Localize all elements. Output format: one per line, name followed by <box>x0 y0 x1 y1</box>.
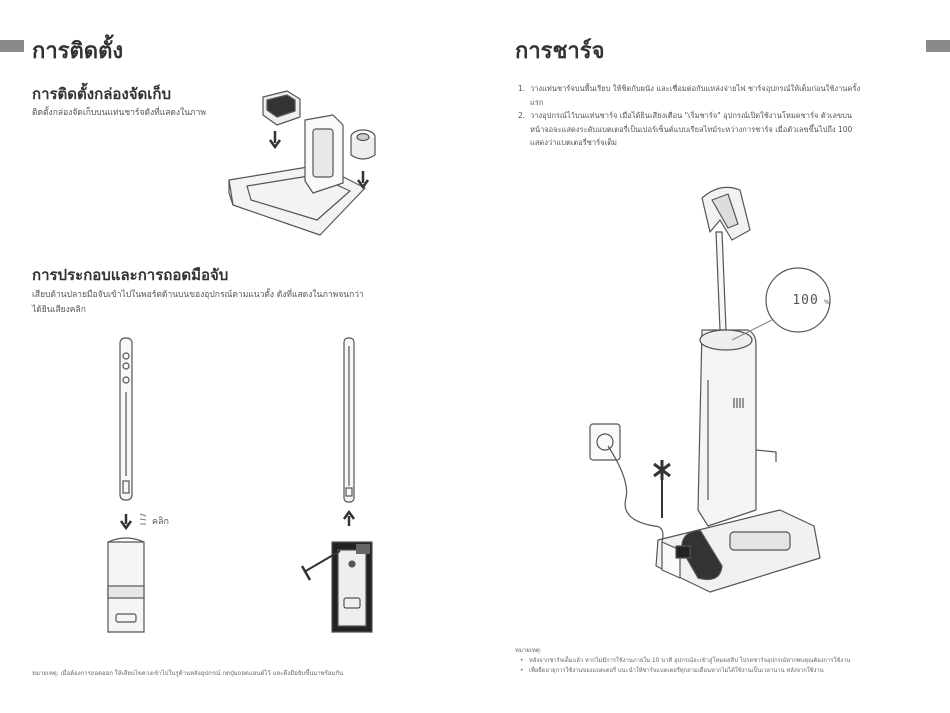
handle-insert-illustration <box>104 336 184 636</box>
handle-remove-illustration <box>300 336 390 636</box>
section-body-handle: เสียบด้านปลายมือจับเข้าไปในพอร์ตด้านบนของอุปกรณ์ตามแนวตั้ง ดังที่แสดงในภาพจนกว่าได้ยินเสียงคลิก <box>32 290 364 315</box>
step-number: 1. <box>518 84 526 93</box>
notes-list <box>515 656 850 676</box>
section-body-storage-box: ติดตั้งกล่องจัดเก็บบนแท่นชาร์จดังที่แสดงในภาพ <box>32 108 207 118</box>
battery-display <box>776 289 846 308</box>
note-item: • เพื่อยืดอายุการใช้งานของแบตเตอรี่ แนะนำให้ชาร์จแบตเตอรี่ทุกสามเดือนหากไม่ได้ใช้งานเป็นเวลานาน หลังจากใช้งาน <box>515 666 850 676</box>
click-label: คลิก <box>152 517 169 527</box>
page-title-charging: การชาร์จ <box>515 39 605 64</box>
page-tab-marker-right <box>926 40 950 52</box>
section-heading-storage-box: การติดตั้งกล่องจัดเก็บ <box>32 85 171 103</box>
charging-step <box>518 109 863 150</box>
charging-illustration <box>580 180 870 620</box>
page-tab-marker-left <box>0 40 24 52</box>
step-text: วางอุปกรณ์ไว้บนแท่นชาร์จ เมื่อได้ยินเสียงเตือน "เริ่มชาร์จ" อุปกรณ์เปิดใช้งานโหมดชาร์จ ตัวเลขบนหน้าจอจะแสดงระดับแบตเตอรี่เป็นเปอร์เซ็นต์แบบเรียลไทม์ระหว่างการชาร์จ เมื่อตัวเลขขึ้นไปถึง 100 แสดงว่าแบตเตอรี่ชาร์จเต็ม <box>530 111 853 147</box>
step-number: 2. <box>518 111 526 120</box>
section-heading-handle: การประกอบและการถอดมือจับ <box>32 266 229 284</box>
step-text: วางแท่นชาร์จบนพื้นเรียบ ให้ชิดกับผนัง และเชื่อมต่อกับแหล่งจ่ายไฟ ชาร์จอุปกรณ์ให้เต็มก่อนใช้งานครั้งแรก <box>530 84 861 107</box>
storage-box-illustration <box>225 85 375 240</box>
charging-steps-list <box>518 82 863 150</box>
footnote-handle-removal: หมายเหตุ: เมื่อต้องการถอดออก ให้เสียบไขควงเข้าไปในรูด้านหลังอุปกรณ์ กดปุ่มถอดแฮนด์ไว้ และดึงมือจับขึ้นมาพร้อมกัน <box>32 670 344 677</box>
page-title-installation: การติดตั้ง <box>32 39 124 64</box>
battery-percent-value: 100 <box>792 293 819 308</box>
note-item: • หลังจากชาร์จเต็มแล้ว หากไม่มีการใช้งานภายใน 10 นาที อุปกรณ์จะเข้าสู่โหมดสลีป โปรดชาร์จอุปกรณ์หากพบคุณต้องการใช้งาน <box>515 656 850 666</box>
battery-percent-unit: % <box>823 299 830 306</box>
charging-step <box>518 82 863 109</box>
notes-heading: หมายเหตุ: <box>515 647 542 654</box>
